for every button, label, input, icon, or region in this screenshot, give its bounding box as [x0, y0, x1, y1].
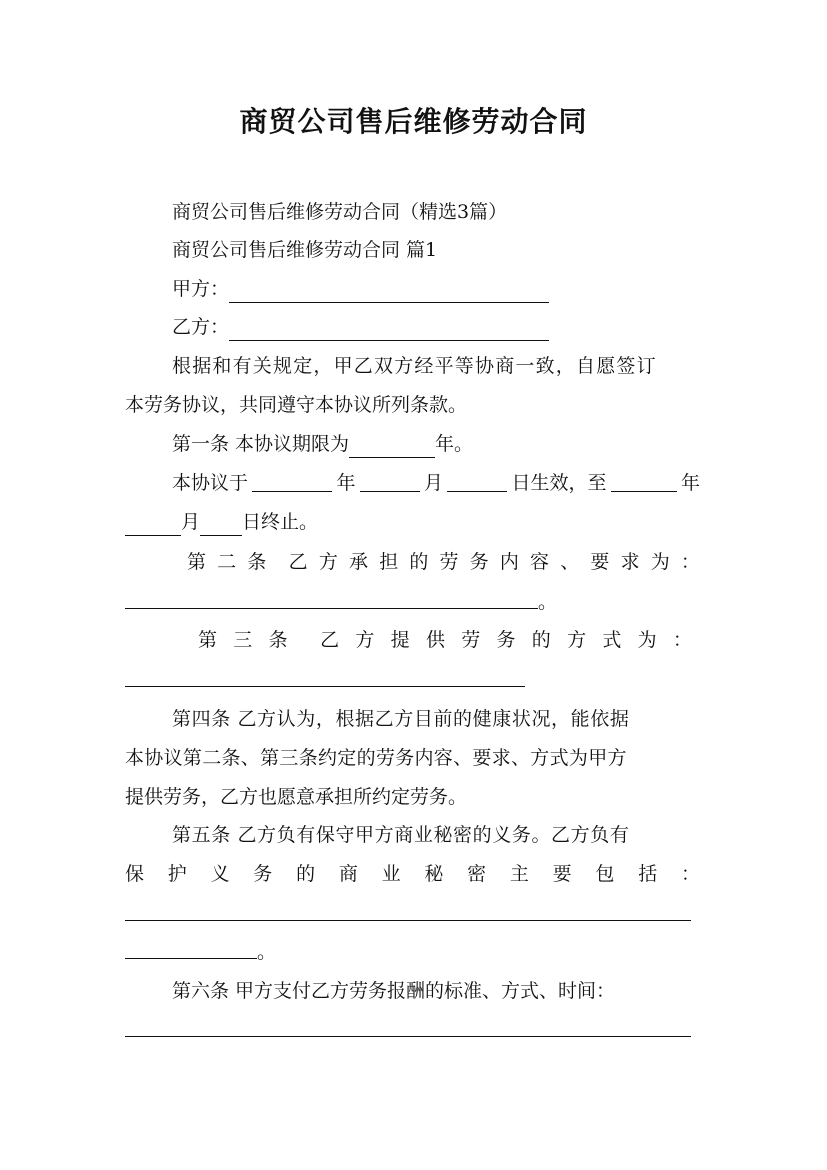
article-5-char: 主	[509, 863, 529, 885]
article-3	[198, 626, 692, 654]
article-4-line-1: 第四条 乙方认为，根据乙方目前的健康状况，能依据	[172, 708, 630, 730]
party-a-line	[172, 275, 700, 303]
party-b-label: 乙方：	[172, 316, 230, 338]
section-heading: 商贸公司售后维修劳动合同 篇1	[172, 239, 438, 261]
article-2-char: 求	[620, 551, 640, 573]
article-2-char: 条	[247, 551, 267, 573]
party-b-blank[interactable]	[229, 318, 549, 341]
article-4-line-2: 本协议第二条、第三条约定的劳务内容、要求、方式为甲方	[125, 747, 627, 769]
article-5-blank-2[interactable]	[125, 958, 257, 959]
article-5-char: 务	[253, 863, 273, 885]
intro-line-2: 本劳务协议，共同遵守本协议所列条款。	[125, 394, 468, 416]
article-5-char: 密	[467, 863, 487, 885]
article-3-char: 为	[637, 629, 657, 651]
article-2-char: 务	[469, 551, 489, 573]
start-year-blank[interactable]	[252, 469, 332, 492]
subtitle: 商贸公司售后维修劳动合同（精选3篇）	[172, 201, 508, 223]
article-3-char: 提	[390, 629, 410, 651]
party-a-label: 甲方：	[172, 278, 230, 300]
article-5-char: 的	[296, 863, 316, 885]
term-years-blank[interactable]	[349, 435, 435, 458]
start-day-blank[interactable]	[447, 469, 507, 492]
intro-line-1: 根据和有关规定，甲乙双方经平等协商一致，自愿签订	[172, 355, 657, 377]
article-6-blank[interactable]	[125, 1036, 691, 1037]
article-3-char: 务	[496, 629, 516, 651]
article-3-char: 第	[198, 629, 218, 651]
article-2-char: 第	[187, 551, 207, 573]
article-2-char: 容	[530, 551, 550, 573]
article-2-char: 担	[379, 551, 399, 573]
article-5-period: 。	[257, 941, 277, 963]
article-3-char: ：	[672, 629, 692, 651]
article-3-char: 的	[531, 629, 551, 651]
article-2	[187, 548, 700, 576]
article-3-char: 方	[355, 629, 375, 651]
article-3-char: 式	[602, 629, 622, 651]
document-title: 商贸公司售后维修劳动合同	[239, 105, 588, 138]
article-4-line-3: 提供劳务，乙方也愿意承担所约定劳务。	[125, 786, 468, 808]
month-label: 月	[423, 472, 443, 494]
article-5-char: 秘	[424, 863, 444, 885]
article-2-char: 、	[560, 551, 580, 573]
article-5-char: 护	[167, 863, 187, 885]
article-5-char: 商	[338, 863, 358, 885]
article-2-blank[interactable]	[125, 608, 538, 609]
article-2-char: 乙	[288, 551, 308, 573]
article-5-char: 包	[595, 863, 615, 885]
year-label: 年	[336, 472, 356, 494]
article-2-char: 方	[318, 551, 338, 573]
term-line	[172, 469, 700, 497]
article-1	[172, 430, 700, 458]
article-2-char: ：	[680, 551, 700, 573]
article-5-char: 要	[552, 863, 572, 885]
term-end-line	[125, 508, 700, 536]
article-1-prefix: 第一条 本协议期限为	[172, 433, 350, 455]
party-b-line	[172, 313, 700, 341]
article-3-char: 三	[233, 629, 253, 651]
article-2-char: 要	[590, 551, 610, 573]
article-5-char: 括	[638, 863, 658, 885]
party-a-blank[interactable]	[229, 280, 549, 303]
article-5-blank-1[interactable]	[125, 920, 691, 921]
article-3-char: 方	[567, 629, 587, 651]
article-3-char: 供	[425, 629, 445, 651]
day-effective-label: 日生效，至	[511, 472, 607, 494]
article-2-period: 。	[538, 591, 558, 613]
article-5-char: 义	[210, 863, 230, 885]
article-2-char: 承	[349, 551, 369, 573]
article-3-blank[interactable]	[125, 686, 525, 687]
month-label-2: 月	[181, 511, 201, 533]
start-month-blank[interactable]	[360, 469, 420, 492]
article-2-char: 的	[409, 551, 429, 573]
article-2-char: 为	[650, 551, 670, 573]
day-end-label: 日终止。	[242, 511, 319, 533]
article-5-char: ：	[680, 863, 700, 885]
article-6-line-1: 第六条 甲方支付乙方劳务报酬的标准、方式、时间：	[172, 980, 616, 1002]
article-2-char: 劳	[439, 551, 459, 573]
article-3-char: 乙	[320, 629, 340, 651]
article-3-char: 条	[268, 629, 288, 651]
article-2-char: 二	[217, 551, 237, 573]
end-year-blank[interactable]	[611, 469, 677, 492]
article-5-line-1: 第五条 乙方负有保守甲方商业秘密的义务。乙方负有	[172, 824, 630, 846]
end-day-blank[interactable]	[200, 513, 242, 536]
article-5-char: 保	[125, 863, 145, 885]
end-month-blank[interactable]	[125, 513, 181, 536]
year-label-2: 年	[680, 472, 700, 494]
article-2-char: 内	[499, 551, 519, 573]
article-3-char: 劳	[461, 629, 481, 651]
term-start-label: 本协议于	[172, 472, 249, 494]
article-1-suffix: 年。	[435, 433, 474, 455]
article-5-line-2	[125, 860, 700, 888]
article-5-char: 业	[381, 863, 401, 885]
